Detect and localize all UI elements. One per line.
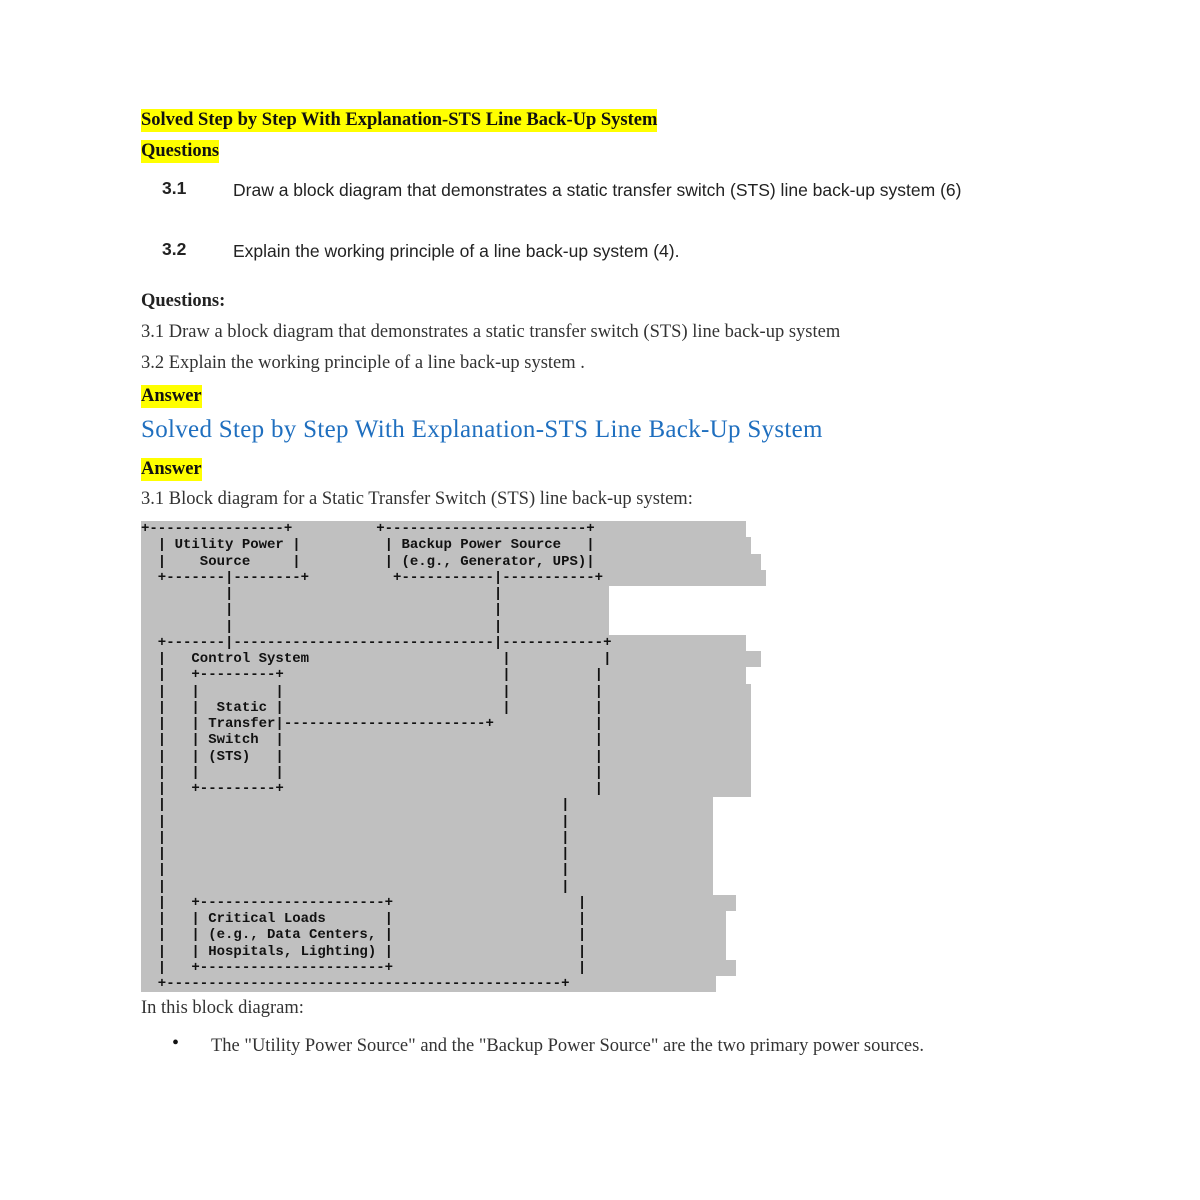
section-heading: Solved Step by Step With Explanation-STS Line Back-Up System [141, 416, 823, 443]
questions-label: Questions [141, 141, 220, 161]
diagram-line: | | [141, 602, 609, 618]
question-number: 3.1 [162, 178, 187, 198]
plain-question-2: 3.2 Explain the working principle of a line back-up system . [141, 353, 585, 373]
diagram-line: | | [141, 862, 713, 878]
question-number: 3.2 [162, 239, 187, 259]
document-title: Solved Step by Step With Explanation-STS Line Back-Up System [141, 110, 658, 130]
diagram-intro: 3.1 Block diagram for a Static Transfer Switch (STS) line back-up system: [141, 489, 693, 509]
diagram-line: | +----------------------+ | [141, 960, 736, 976]
diagram-line: | | Switch | | [141, 732, 751, 748]
diagram-line: | | [141, 830, 713, 846]
diagram-line: | Utility Power | | Backup Power Source | [141, 537, 751, 553]
diagram-line: | | [141, 586, 609, 602]
plain-questions-heading: Questions: [141, 291, 226, 311]
diagram-line: | | Transfer|------------------------+ | [141, 716, 751, 732]
diagram-line: | Control System | | [141, 651, 761, 667]
diagram-line: +-------|--------+ +-----------|-----------+ [141, 570, 766, 586]
bullet-icon: • [172, 1032, 180, 1054]
diagram-line: | | | | [141, 765, 751, 781]
question-text: Explain the working principle of a line back-up system (4). [233, 241, 680, 261]
diagram-line: | +---------+ | | [141, 667, 746, 683]
answer-label-2: Answer [141, 459, 202, 479]
diagram-line: +-----------------------------------------------+ [141, 976, 716, 992]
diagram-line: | | Static | | | [141, 700, 751, 716]
answer-label: Answer [141, 386, 202, 406]
diagram-line: | Source | | (e.g., Generator, UPS)| [141, 554, 761, 570]
diagram-line: | | Hospitals, Lighting) | | [141, 944, 726, 960]
plain-question-1: 3.1 Draw a block diagram that demonstrates a static transfer switch (STS) line back-up system [141, 322, 841, 342]
diagram-line: | | [141, 814, 713, 830]
diagram-explanation-label: In this block diagram: [141, 998, 304, 1018]
diagram-line: +----------------+ +------------------------+ [141, 521, 746, 537]
ascii-block-diagram [0, 521, 1200, 993]
diagram-line: +-------|-------------------------------|------------+ [141, 635, 746, 651]
diagram-line: | +----------------------+ | [141, 895, 736, 911]
diagram-line: | | [141, 846, 713, 862]
bullet-item: The "Utility Power Source" and the "Backup Power Source" are the two primary power sources. [211, 1036, 924, 1056]
question-text: Draw a block diagram that demonstrates a static transfer switch (STS) line back-up system (6) [233, 180, 962, 200]
diagram-line: | | | | | [141, 684, 751, 700]
diagram-line: | | Critical Loads | | [141, 911, 726, 927]
diagram-line: | | (STS) | | [141, 749, 751, 765]
diagram-line: | | [141, 619, 609, 635]
diagram-line: | | (e.g., Data Centers, | | [141, 927, 726, 943]
diagram-line: | | [141, 879, 713, 895]
diagram-line: | | [141, 797, 713, 813]
diagram-line: | +---------+ | [141, 781, 751, 797]
